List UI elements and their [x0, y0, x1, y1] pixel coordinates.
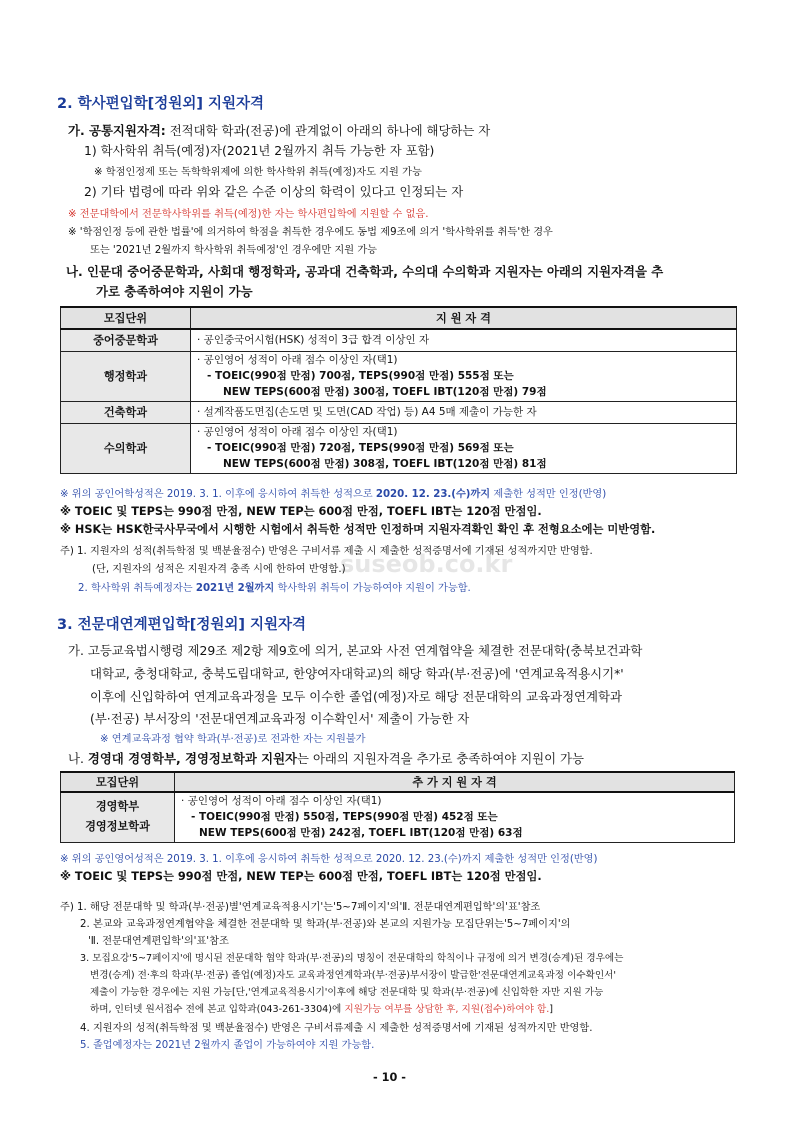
table-cell-requirement	[191, 423, 737, 473]
section3-footnote2a: 2. 본교와 교육과정연계협약을 체결한 전문대학 및 학과(부·전공)와 본교의 지원가능 모집단위는'5~7페이지'의	[80, 919, 571, 930]
section2-after3: ※ HSK는 HSK한국사무국에서 시행한 시험에서 취득한 성적만 인정하며 지원자격확인 확인 후 전형요소에는 미반영함.	[60, 523, 656, 536]
table-cell-requirement	[191, 351, 737, 401]
after1-text: ※ 위의 공인어학성적은 2019. 3. 1. 이후에 응시하여 취득한 성적으로	[60, 489, 376, 500]
after1-text-end: 제출한 성적만 인정(반영)	[490, 489, 607, 500]
table-cell-unit	[61, 792, 175, 842]
requirement-line: - TOEIC(990점 만점) 700점, TEPS(990점 만점) 555점 또는	[207, 370, 514, 382]
section3-footnote3b: 변경(승계) 전·후의 학과(부·전공) 졸업(예정)자도 교육과정연계학과(부·전공)부서장이 발급한'전문대연계교육과정 이수확인서'	[90, 970, 617, 981]
table-row	[61, 401, 737, 423]
table-header-requirement: 추 가 지 원 자 격	[175, 772, 735, 792]
table-cell-requirement	[191, 329, 737, 351]
section2-after2: ※ TOEIC 및 TEPS는 990점 만점, NEW TEP는 600점 만점, TOEFL IBT는 120점 만점임.	[60, 505, 542, 518]
requirement-line: NEW TEPS(600점 만점) 300점, TOEFL IBT(120점 만점) 79점	[223, 386, 547, 398]
section3-ga2: 대학교, 충청대학교, 충북도립대학교, 한양여자대학교)의 해당 학과(부·전공)에 '연계교육적용시기*'	[90, 666, 624, 681]
section2-item2: 2) 기타 법령에 따라 위와 같은 수준 이상의 학력이 있다고 인정되는 자	[84, 184, 464, 199]
table-row	[61, 792, 735, 842]
section2-note-b: 또는 '2021년 2월까지 학사학위 취득예정'인 경우에만 지원 가능	[90, 245, 378, 256]
table-row	[61, 351, 737, 401]
section3-after2: ※ TOEIC 및 TEPS는 990점 만점, NEW TEP는 600점 만점, TOEFL IBT는 120점 만점임.	[60, 870, 542, 883]
section2-footnote1: 주) 1. 지원자의 성적(취득학점 및 백분율점수) 반영은 구비서류 제출 시 제출한 성적증명서에 기재된 성적까지만 반영함.	[60, 546, 593, 557]
unit-name: 경영학부	[95, 800, 140, 814]
section3-ga4: (부·전공) 부서장의 '전문대연계교육과정 이수확인서' 제출이 가능한 자	[90, 711, 470, 726]
table-cell-unit: 수의학과	[61, 423, 191, 473]
section3-ga3: 이후에 신입학하여 연계교육과정을 모두 이수한 졸업(예정)자로 해당 전문대학의 교육과정연계학과	[90, 689, 622, 704]
section3-na	[68, 749, 584, 767]
section3-footnote3a: 3. 모집요강'5~7페이지'에 명시된 전문대학 협약 학과(부·전공)의 명칭이 전문대학의 학칙이나 규정에 의거 변경(승계)된 경우에는	[80, 953, 624, 964]
na-target: 경영대 경영학부, 경영정보학과 지원자	[87, 751, 298, 766]
fn3d-text: 하며, 인터넷 원서접수 전에 본교 입학과(043-261-3304)에	[90, 1004, 345, 1015]
table-row	[61, 423, 737, 473]
fn2-text-end: 학사학위 취득이 가능하여야 지원이 가능함.	[274, 583, 471, 594]
table-row	[61, 329, 737, 351]
section2-na-line2: 가로 충족하여야 지원이 가능	[96, 284, 253, 299]
section3-footnote4: 4. 지원자의 성적(취득학점 및 백분율점수) 반영은 구비서류제출 시 제출한 성적증명서에 기재된 성적까지만 반영함.	[80, 1023, 593, 1034]
section2-footnote2	[78, 579, 471, 594]
section2-na-line1: 나. 인문대 중어중문학과, 사회대 행정학과, 공과대 건축학과, 수의대 수의학과 지원자는 아래의 지원자격을 추	[66, 264, 664, 279]
section2-item1-note: ※ 학점인정제 또는 독학학위제에 의한 학사학위 취득(예정)자도 지원 가능	[94, 167, 422, 178]
section3-footnote5: 5. 졸업예정자는 2021년 2월까지 졸업이 가능하여야 지원 가능함.	[80, 1040, 375, 1051]
section2-title: 2. 학사편입학[정원외] 지원자격	[57, 96, 265, 112]
requirement-line: NEW TEPS(600점 만점) 242점, TOEFL IBT(120점 만점) 63점	[199, 827, 523, 840]
section2-ga-text: 전적대학 학과(전공)에 관계없이 아래의 하나에 해당하는 자	[165, 123, 491, 138]
section3-ga-note: ※ 연계교육과정 협약 학과(부·전공)로 전과한 자는 지원불가	[100, 734, 366, 745]
section3-after1: ※ 위의 공인영어성적은 2019. 3. 1. 이후에 응시하여 취득한 성적으로 2020. 12. 23.(수)까지 제출한 성적만 인정(반영)	[60, 854, 598, 865]
page-number: - 10 -	[373, 1071, 406, 1084]
after1-deadline: 2020. 12. 23.(수)까지	[375, 489, 491, 500]
fn3d-close: ]	[549, 1004, 554, 1015]
section3-footnote3d	[90, 1001, 553, 1015]
table-cell-requirement	[175, 792, 735, 842]
section3-footnote1: 주) 1. 해당 전문대학 및 학과(부·전공)별'연계교육적용시기'는'5~7페이지'의'Ⅱ. 전문대연계편입학'의'표'참조	[60, 902, 541, 913]
na-prefix: 나.	[68, 751, 88, 766]
section2-item1: 1) 학사학위 취득(예정)자(2021년 2월까지 취득 가능한 자 포함)	[84, 143, 435, 158]
watermark: suseob.co.kr	[340, 550, 513, 578]
section3-footnote2b: 'Ⅱ. 전문대연계편입학'의'표'참조	[88, 936, 229, 947]
table-header-unit: 모집단위	[61, 772, 175, 792]
requirement-line: NEW TEPS(600점 만점) 308점, TOEFL IBT(120점 만점) 81점	[223, 458, 547, 470]
fn2-deadline: 2021년 2월까지	[195, 583, 275, 594]
table-header-requirement: 지 원 자 격	[191, 307, 737, 329]
na-text: 는 아래의 지원자격을 추가로 충족하여야 지원이 가능	[297, 751, 584, 766]
section2-footnote1b: (단, 지원자의 성적은 지원자격 충족 시에 한하여 반영함.)	[92, 564, 346, 575]
table-cell-unit: 행정학과	[61, 351, 191, 401]
unit-name: 경영정보학과	[85, 820, 150, 834]
requirement-line: · 공인영어 성적이 아래 점수 이상인 자(택1)	[197, 354, 398, 366]
fn3d-highlight: 지원가능 여부를 상담한 후, 지원(접수)하여야 함.	[344, 1004, 550, 1015]
table-cell-unit: 건축학과	[61, 401, 191, 423]
section2-note-a: ※ '학점인정 등에 관한 법률'에 의거하여 학점을 취득한 경우에도 동법 제9조에 의거 '학사학위를 취득'한 경우	[68, 227, 553, 238]
section3-title: 3. 전문대연계편입학[정원외] 지원자격	[57, 617, 307, 633]
section3-footnote3c: 제출이 가능한 경우에는 지원 가능[단,'연계교육적용시기'이후에 해당 전문대학 및 학과(부·전공)에 신입학한 자만 지원 가능	[90, 987, 604, 998]
requirement-line: · 설계작품도면집(손도면 및 도면(CAD 작업) 등) A4 5매 제출이 가능한 자	[197, 406, 537, 418]
fn2-text: 2. 학사학위 취득예정자는	[78, 583, 196, 594]
requirement-line: - TOEIC(990점 만점) 720점, TEPS(990점 만점) 569점 또는	[207, 442, 514, 454]
requirement-line: · 공인중국어시험(HSK) 성적이 3급 합격 이상인 자	[197, 334, 430, 347]
section2-red-note: ※ 전문대학에서 전문학사학위를 취득(예정)한 자는 학사편입학에 지원할 수 없음.	[68, 209, 429, 220]
table-cell-requirement	[191, 401, 737, 423]
section2-after1	[60, 485, 606, 500]
requirement-line: · 공인영어 성적이 아래 점수 이상인 자(택1)	[197, 426, 398, 438]
requirement-line: · 공인영어 성적이 아래 점수 이상인 자(택1)	[181, 795, 382, 808]
section3-requirements-table	[60, 771, 735, 843]
table-cell-unit: 중어중문학과	[61, 329, 191, 351]
section2-ga-label: 가. 공통지원자격:	[68, 123, 166, 138]
table-header-unit: 모집단위	[61, 307, 191, 329]
section2-ga	[68, 121, 490, 139]
requirement-line: - TOEIC(990점 만점) 550점, TEPS(990점 만점) 452점 또는	[191, 811, 498, 824]
section2-requirements-table	[60, 306, 737, 474]
section3-ga1: 가. 고등교육법시행령 제29조 제2항 제9호에 의거, 본교와 사전 연계협약을 체결한 전문대학(충북보건과학	[68, 643, 643, 658]
